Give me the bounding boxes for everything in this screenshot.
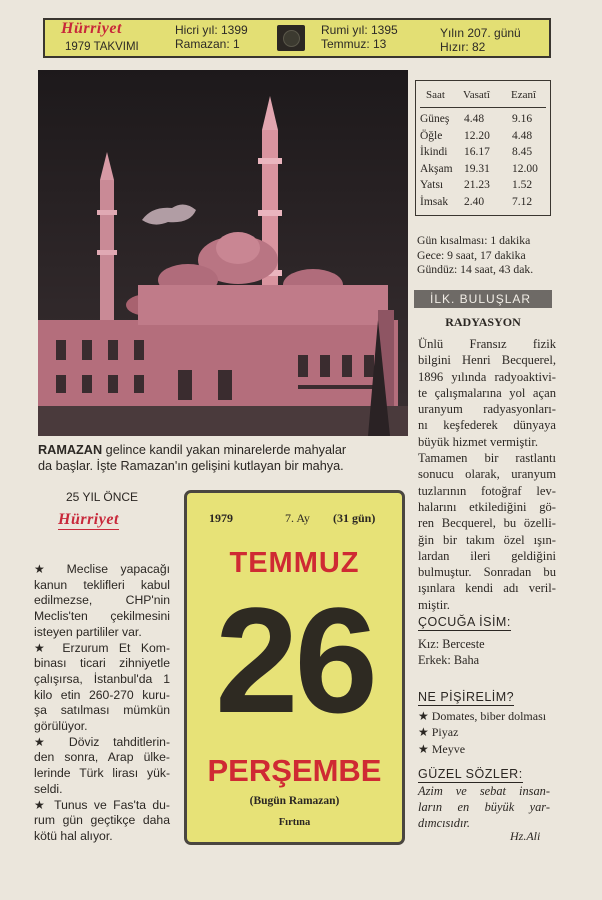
discovery-text xyxy=(418,336,556,613)
discovery-line: bilgini Henri Becquerel, xyxy=(418,353,556,368)
discovery-line: 1896 yılında radyoaktivi- xyxy=(418,369,556,384)
news-line: rum gün geçtikçe daha xyxy=(34,813,170,828)
discovery-line: ren Becquerel, bu özelli- xyxy=(418,516,556,531)
discovery-line: ışınlara kendi adı veril- xyxy=(418,581,556,596)
prayer-cell-ezani: 1.52 xyxy=(512,179,533,191)
mosque-illustration xyxy=(38,70,408,436)
mosque-photo xyxy=(38,70,408,436)
news-line: ★ Meclise yapacağı xyxy=(34,562,170,576)
years-ago-title: 25 YIL ÖNCE xyxy=(66,490,139,504)
news-line: binası ticari zihniyetle xyxy=(34,656,170,671)
hizir-count: Hızır: 82 xyxy=(440,40,486,54)
menu-item: ★ Domates, biber dolması xyxy=(418,709,547,723)
child-names xyxy=(418,636,485,668)
news-line: şa satılması mümkün xyxy=(34,703,170,718)
prayer-row xyxy=(420,196,546,210)
prayer-times-table xyxy=(415,80,551,216)
discovery-line: büyük hizmet vermiştir. xyxy=(418,434,538,449)
prayer-cell-vasati: 16.17 xyxy=(464,146,490,158)
quote-text xyxy=(418,783,550,831)
hurriyet-logo-small: Hürriyet xyxy=(58,511,119,528)
quote-section xyxy=(418,765,523,783)
takvim-label: 1979 TAKVIMI xyxy=(65,41,139,53)
prayer-row xyxy=(420,163,546,177)
discovery-line: ğin bir takım özel ışın- xyxy=(418,532,556,547)
col-header-saat: Saat xyxy=(426,89,445,101)
discoveries-bar: İLK. BULUŞLAR xyxy=(414,290,552,308)
day-length: Gündüz: 14 saat, 43 dak. xyxy=(417,263,534,276)
news-line: Meclis'ten çekilmesini xyxy=(34,609,170,624)
child-name-title: ÇOCUĞA İSİM: xyxy=(418,615,511,629)
news-line: isteyen partililer var. xyxy=(34,624,142,639)
day-shortening: Gün kısalması: 1 dakika xyxy=(417,234,531,247)
night-length: Gece: 9 saat, 17 dakika xyxy=(417,248,526,262)
prayer-row xyxy=(420,179,546,193)
years-ago-news xyxy=(34,562,170,845)
news-line: ★ Erzurum Et Kom- xyxy=(34,640,170,655)
calendar-weather: Fırtına xyxy=(278,817,311,828)
prayer-cell-name: Akşam xyxy=(420,162,453,175)
caption-line2: da başlar. İşte Ramazan'ın gelişini kutlayan bir mahya. xyxy=(38,459,344,473)
rumi-year: Rumi yıl: 1395 xyxy=(321,23,398,37)
photo-caption xyxy=(38,442,408,474)
calendar-month-no: 7. Ay xyxy=(285,511,310,525)
prayer-cell-name: İmsak xyxy=(420,195,449,208)
col-header-ezani: Ezanî xyxy=(511,89,537,101)
prayer-row xyxy=(420,130,546,144)
prayer-cell-vasati: 4.48 xyxy=(464,113,485,125)
day-length-info xyxy=(417,234,533,278)
quote-line: dımcısıdır. xyxy=(418,816,470,830)
calendar-day-number: 26 xyxy=(215,576,374,744)
table-divider xyxy=(420,107,546,108)
prayer-cell-vasati: 21.23 xyxy=(464,179,490,191)
discovery-line: miştir. xyxy=(418,597,450,612)
caption-bold: RAMAZAN xyxy=(38,443,103,457)
news-line: çalışırsa, İstanbul'da 1 xyxy=(34,671,170,686)
menu-title: NE PİŞİRELİM? xyxy=(418,690,515,704)
discovery-line: Ünlü Fransız fizik xyxy=(418,337,556,351)
child-name-section xyxy=(418,613,511,631)
prayer-cell-vasati: 2.40 xyxy=(464,195,485,208)
menu-section xyxy=(418,688,514,706)
discovery-line: tuzlarının fotoğraf lev- xyxy=(418,483,556,498)
hurriyet-logo: Hürriyet xyxy=(61,20,122,37)
quote-line: ların en büyük yar- xyxy=(418,800,550,814)
discovery-line: halarını etkilediğini gö- xyxy=(418,499,556,514)
col-header-vasati: Vasatî xyxy=(463,89,490,101)
menu-item: ★ Piyaz xyxy=(418,725,459,740)
header-bar xyxy=(43,18,551,58)
calendar-month-days: (31 gün) xyxy=(333,511,376,525)
calendar-year: 1979 xyxy=(209,511,233,525)
prayer-cell-ezani: 7.12 xyxy=(512,195,533,208)
discovery-line: Tamamen bir rastlantı xyxy=(418,451,556,466)
prayer-cell-name: Güneş xyxy=(420,113,450,125)
news-line: ★ Tunus ve Fas'ta du- xyxy=(34,797,170,812)
day-of-year: Yılın 207. günü xyxy=(440,26,521,40)
prayer-cell-name: Yatsı xyxy=(420,179,444,191)
news-line: kilo etin 260-270 kuru- xyxy=(34,687,170,702)
prayer-cell-name: Öğle xyxy=(420,129,443,142)
menu-items xyxy=(418,708,546,757)
news-line: ★ Döviz tahditlerin- xyxy=(34,734,170,749)
quote-title: GÜZEL SÖZLER: xyxy=(418,767,523,781)
news-line: den sonra, Arap ülke- xyxy=(34,750,170,765)
prayer-row xyxy=(420,113,546,127)
moon-phase-icon xyxy=(277,25,305,51)
prayer-cell-name: İkindi xyxy=(420,146,448,158)
prayer-cell-vasati: 19.31 xyxy=(464,162,490,175)
discovery-title: RADYASYON xyxy=(445,315,521,329)
menu-item: ★ Meyve xyxy=(418,741,466,756)
news-line: lerinde Türk lirası yük- xyxy=(34,766,170,781)
ramazan-day: Ramazan: 1 xyxy=(175,37,240,51)
news-line: görülüyor. xyxy=(34,719,88,734)
news-line: kötü hal alıyor. xyxy=(34,828,113,843)
calendar-card xyxy=(184,490,405,845)
quote-line: Azim ve sebat insan- xyxy=(418,784,550,798)
prayer-cell-ezani: 8.45 xyxy=(512,146,533,158)
discovery-line: te çalışmalarına yol açan xyxy=(418,385,556,400)
prayer-cell-vasati: 12.20 xyxy=(464,129,490,142)
calendar-month: TEMMUZ xyxy=(229,547,360,579)
prayer-cell-ezani: 4.48 xyxy=(512,129,533,142)
news-line: seldi. xyxy=(34,781,63,796)
prayer-cell-ezani: 9.16 xyxy=(512,113,533,125)
quote-author: Hz.Ali xyxy=(510,829,541,843)
prayer-row xyxy=(420,146,546,160)
hicri-year: Hicri yıl: 1399 xyxy=(175,23,248,37)
news-line: kanun teklifleri kabul xyxy=(34,577,170,592)
caption-line1: gelince kandil yakan minarelerde mahyalar xyxy=(105,443,347,457)
calendar-weekday: PERŞEMBE xyxy=(207,753,382,788)
discovery-line: lardan ileri geldiğini xyxy=(418,548,556,563)
news-line: edilmezse, CHP'nin xyxy=(34,593,170,608)
discovery-line: uranyum radyasyonları- xyxy=(418,402,556,417)
prayer-cell-ezani: 12.00 xyxy=(512,162,538,175)
calendar-note: (Bugün Ramazan) xyxy=(249,795,340,807)
boy-name: Erkek: Baha xyxy=(418,653,480,667)
discovery-line: sonucu olarak, uranyum xyxy=(418,467,556,482)
discovery-line: bulmuştur. Sonradan bu xyxy=(418,565,556,580)
discovery-line: nı keşfederek dünyaya xyxy=(418,418,556,433)
rumi-temmuz: Temmuz: 13 xyxy=(321,37,387,51)
girl-name: Kız: Berceste xyxy=(418,637,485,651)
